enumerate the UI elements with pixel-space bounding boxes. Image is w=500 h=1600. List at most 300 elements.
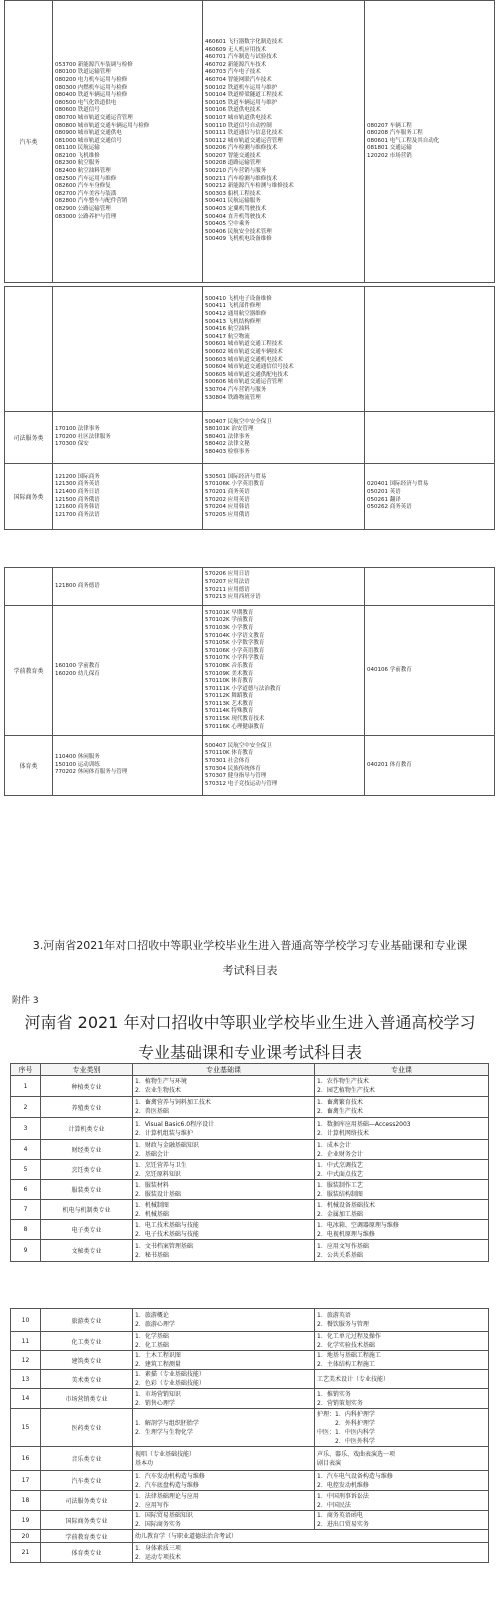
- major-entry: 083000 公路养护与管理: [55, 213, 117, 220]
- major-table-part3-body: [5, 568, 495, 796]
- course-line: 1．推销实务: [317, 1390, 351, 1398]
- bachelor-majors-cell: [365, 736, 495, 796]
- row-number: 6: [11, 1180, 41, 1200]
- category-label: [5, 287, 53, 412]
- vocational-majors-cell: [53, 287, 203, 412]
- section-3-heading-cont: 考试科目表: [222, 964, 278, 977]
- subject-row: [11, 1140, 489, 1160]
- basic-course-cell: [133, 1530, 489, 1543]
- row-number: 21: [11, 1543, 41, 1563]
- major-entry: 580403 检察事务: [205, 448, 250, 455]
- major-category: 财经类专业: [41, 1140, 133, 1160]
- major-row: [5, 736, 495, 796]
- major-entry: 170200 社区法律服务: [55, 433, 111, 440]
- major-entry: 460601 飞行器数字化制造技术: [205, 38, 283, 45]
- row-number: 1: [11, 1076, 41, 1097]
- major-entry: 570312 电子竞技运动与管理: [205, 780, 278, 787]
- col-header-basic: 专业基础课: [133, 1064, 315, 1076]
- subject-row: [11, 1332, 489, 1351]
- major-category: 司法服务类专业: [41, 1491, 133, 1511]
- row-number: 8: [11, 1220, 41, 1240]
- major-category: 文秘类专业: [41, 1240, 133, 1262]
- subject-row: [11, 1200, 489, 1220]
- major-entry: 082800 汽车整车与配件营销: [55, 198, 128, 205]
- higher-majors-cell: [203, 568, 365, 606]
- course-line: 1．电工技术基础与技能: [135, 1221, 199, 1229]
- major-entry: 460701 汽车制造与试验技术: [205, 54, 278, 61]
- professional-course-cell: [315, 1409, 489, 1447]
- course-line: 幼儿教育学（与职业道德法治含考试）: [135, 1532, 238, 1540]
- major-entry: 570114K 特殊教育: [205, 708, 254, 715]
- col-header-professional: 专业课: [315, 1064, 489, 1076]
- bachelor-majors-cell: [365, 287, 495, 412]
- higher-majors-cell: [203, 606, 365, 736]
- major-entry: 570111K 小学道德与法治教育: [205, 685, 281, 692]
- major-entry: 081801 交通运输: [367, 145, 412, 152]
- professional-course-cell: [315, 1471, 489, 1491]
- subject-row: [11, 1220, 489, 1240]
- course-line: 2．色彩（专业基础技能）: [135, 1380, 205, 1387]
- course-line: 1．旅游英语: [317, 1312, 351, 1319]
- major-entry: 500410 飞机电子设备维修: [205, 295, 272, 302]
- major-entry: 570116K 心理健康教育: [205, 723, 265, 730]
- course-line: 声乐、器乐、戏曲表演选一项: [317, 1450, 396, 1458]
- major-entry: 050201 英语: [367, 488, 401, 495]
- basic-course-cell: [133, 1447, 315, 1471]
- major-entry: 580401 法律事务: [205, 433, 250, 440]
- major-entry: 570106K 小学英语教育: [205, 481, 265, 488]
- course-line: 2．运动专项技术: [135, 1553, 181, 1561]
- professional-course-cell: [315, 1240, 489, 1262]
- professional-course-cell: [315, 1180, 489, 1200]
- course-line: 1．机械设备基础技术: [317, 1201, 375, 1209]
- major-category: 美术类专业: [41, 1370, 133, 1389]
- major-entry: 121800 商务德语: [55, 582, 100, 589]
- basic-course-cell: [133, 1097, 315, 1118]
- row-number: 15: [11, 1409, 41, 1447]
- row-number: 2: [11, 1097, 41, 1118]
- course-line: 1．国际贸易基础知识: [135, 1512, 193, 1519]
- course-line: 1．畜禽繁育技术: [317, 1099, 363, 1106]
- attachment-label: 附件 3: [12, 996, 39, 1006]
- major-entry: 081100 民航运输: [55, 145, 100, 152]
- major-entry: 500411 飞机部件修理: [205, 303, 261, 310]
- course-line: 2．兽医基础: [135, 1108, 169, 1115]
- course-line: 2．国际商务实务: [135, 1521, 181, 1528]
- major-entry: 530501 国际经济与贸易: [205, 473, 267, 480]
- major-entry: 050261 翻译: [367, 496, 401, 503]
- major-entry: 082400 航空油料管理: [55, 168, 111, 175]
- major-entry: 020401 国际经济与贸易: [367, 481, 429, 488]
- major-entry: 050262 商务英语: [367, 504, 412, 511]
- major-entry: 053700 新能源汽车装调与检修: [55, 61, 133, 68]
- major-entry: 530804 铁路物流管理: [205, 394, 261, 401]
- basic-course-cell: [133, 1309, 315, 1332]
- major-entry: 082700 汽车美容与装潢: [55, 190, 117, 197]
- major-row: [5, 1, 495, 283]
- course-line: 2．电控发动机维修: [317, 1481, 369, 1489]
- vocational-majors-cell: [53, 464, 203, 530]
- row-number: 3: [11, 1118, 41, 1140]
- major-entry: 500206 汽车检测与维修技术: [205, 145, 278, 152]
- vocational-majors-cell: [53, 1, 203, 283]
- course-line: 1．素描（专业基础技能）: [135, 1371, 205, 1378]
- major-table-part1-body: [5, 1, 495, 283]
- course-line: 1．机械制图: [135, 1201, 169, 1209]
- course-line: 1．化学基础: [135, 1333, 169, 1340]
- major-entry: 170300 保安: [55, 441, 89, 448]
- course-line: 基本功: [135, 1459, 154, 1467]
- major-entry: 570204 应用韩语: [205, 504, 250, 511]
- professional-course-cell: [315, 1511, 489, 1530]
- course-line: 1．商务英语函电: [317, 1512, 363, 1519]
- course-line: 护理：1．内科护理学: [317, 1410, 375, 1418]
- major-entry: 160200 幼儿保育: [55, 670, 100, 677]
- course-line: 1．烹饪营养与卫生: [135, 1161, 187, 1169]
- row-number: 19: [11, 1511, 41, 1530]
- major-entry: 121400 商务日语: [55, 488, 100, 495]
- major-entry: 500211 汽车检测与维修技术: [205, 175, 278, 182]
- higher-majors-cell: [203, 287, 365, 412]
- row-number: 14: [11, 1389, 41, 1409]
- major-entry: 580101K 治安管理: [205, 426, 254, 433]
- major-entry: 500106 铁道供电技术: [205, 107, 261, 114]
- major-entry: 082300 航空服务: [55, 160, 100, 167]
- major-entry: 570207 应用法语: [205, 578, 250, 585]
- major-entry: 500105 铁道车辆运用与维护: [205, 99, 278, 106]
- major-table-part1: [4, 0, 495, 283]
- course-line: 2．旅游心理学: [135, 1321, 175, 1328]
- major-entry: 500604 城市轨道交通通信信号技术: [205, 364, 294, 371]
- course-line: 2．应用写作: [135, 1501, 169, 1509]
- course-line: 2．计算机网络技术: [317, 1129, 369, 1137]
- major-entry: 110400 休闲服务: [55, 754, 100, 761]
- course-line: 1．服装制作工艺: [317, 1181, 363, 1189]
- basic-course-cell: [133, 1240, 315, 1262]
- major-entry: 580402 法律文秘: [205, 441, 250, 448]
- subject-row: [11, 1511, 489, 1530]
- major-entry: 500403 定翼机驾驶技术: [205, 206, 267, 213]
- major-entry: 500407 民航空中安全保卫: [205, 742, 272, 749]
- basic-course-cell: [133, 1511, 315, 1530]
- major-entry: 080700 城市轨道交通运营管理: [55, 114, 133, 121]
- subject-row: [11, 1491, 489, 1511]
- subject-row: [11, 1370, 489, 1389]
- major-entry: 500107 城市轨道供电技术: [205, 114, 272, 121]
- basic-course-cell: [133, 1160, 315, 1180]
- major-entry: 500104 铁道桥梁隧道工程技术: [205, 92, 283, 99]
- basic-course-cell: [133, 1180, 315, 1200]
- course-line: 1．汽车发动机构造与维修: [135, 1472, 205, 1480]
- course-line: 1．中国刑事诉讼法: [317, 1492, 369, 1500]
- major-entry: 570301 社会体育: [205, 757, 250, 764]
- major-entry: 570307 健身指导与管理: [205, 773, 267, 780]
- higher-majors-cell: [203, 1, 365, 283]
- major-entry: 080400 铁道车辆运用与检修: [55, 92, 128, 99]
- course-line: 1．电冰箱、空调器原理与维修: [317, 1221, 399, 1229]
- subject-row: [11, 1543, 489, 1563]
- professional-course-cell: [315, 1097, 489, 1118]
- major-entry: 121700 商务法语: [55, 511, 100, 518]
- bachelor-majors-cell: [365, 606, 495, 736]
- row-number: 11: [11, 1332, 41, 1351]
- course-line: 2．服装设计基础: [135, 1190, 181, 1198]
- major-entry: 500207 智能交通技术: [205, 152, 261, 159]
- major-entry: 770202 休闲体育服务与管理: [55, 769, 128, 776]
- major-entry: 460703 汽车电子技术: [205, 69, 261, 76]
- basic-course-cell: [133, 1200, 315, 1220]
- subjects-table-part2: [10, 1308, 489, 1563]
- major-entry: 500102 铁道机车运用与维护: [205, 84, 278, 91]
- professional-course-cell: [315, 1140, 489, 1160]
- major-entry: 570103K 小学教育: [205, 624, 254, 631]
- course-line: 2．汽车底盘构造与维修: [135, 1481, 199, 1489]
- subject-row: [11, 1471, 489, 1491]
- major-entry: 570112K 舞蹈教育: [205, 693, 254, 700]
- subject-row: [11, 1409, 489, 1447]
- basic-course-cell: [133, 1543, 489, 1563]
- vocational-majors-cell: [53, 606, 203, 736]
- course-line: 2．秘书基础: [135, 1251, 169, 1259]
- course-line: 1．身体素质三项: [135, 1544, 181, 1552]
- course-line: 2．化学实验技术基础: [317, 1342, 375, 1349]
- basic-course-cell: [133, 1409, 315, 1447]
- basic-course-cell: [133, 1491, 315, 1511]
- major-entry: 080800 城市轨道交通车辆运用与检修: [55, 122, 150, 129]
- row-number: 20: [11, 1530, 41, 1543]
- section-3-heading: 3.河南省2021年对口招收中等职业学校毕业生进入普通高等学校学习专业基础课和专业课: [32, 939, 468, 952]
- basic-course-cell: [133, 1118, 315, 1140]
- professional-course-cell: [315, 1118, 489, 1140]
- bachelor-majors-cell: [365, 412, 495, 464]
- professional-course-cell: [315, 1200, 489, 1220]
- major-entry: 080601 电气工程及其自动化: [367, 137, 440, 144]
- subjects-table-part1-body: [11, 1076, 489, 1262]
- major-entry: 500417 航空物流: [205, 333, 250, 340]
- bachelor-majors-cell: [365, 568, 495, 606]
- subject-row: [11, 1389, 489, 1409]
- doc-subtitle: 专业基础课和专业课考试科目表: [137, 1043, 362, 1062]
- major-category: 旅游类专业: [41, 1309, 133, 1332]
- major-category: 养殖类专业: [41, 1097, 133, 1118]
- category-label: [5, 568, 53, 606]
- course-line: 2．中式面点技艺: [317, 1170, 363, 1178]
- subject-row: [11, 1447, 489, 1471]
- course-line: 1．农作物生产技术: [317, 1078, 369, 1085]
- major-row: [5, 412, 495, 464]
- major-entry: 160100 学前教育: [55, 662, 100, 669]
- professional-course-cell: [315, 1220, 489, 1240]
- major-entry: 500605 城市轨道交通供配电技术: [205, 371, 289, 378]
- major-entry: 121200 国际商务: [55, 473, 100, 480]
- professional-course-cell: [315, 1447, 489, 1471]
- row-number: 17: [11, 1471, 41, 1491]
- major-row: [5, 464, 495, 530]
- major-entry: 080900 城市轨道交通供电: [55, 130, 122, 137]
- major-entry: 121300 商务英语: [55, 481, 100, 488]
- bachelor-majors-cell: [365, 464, 495, 530]
- major-category: 化工类专业: [41, 1332, 133, 1351]
- category-label: 司法服务类: [5, 412, 53, 464]
- course-line: 剧目表演: [317, 1459, 342, 1467]
- professional-course-cell: [315, 1076, 489, 1097]
- course-line: 1．地基与基础工程施工: [317, 1352, 381, 1359]
- major-category: 汽车类专业: [41, 1471, 133, 1491]
- major-entry: 570110K 体育教育: [205, 678, 254, 685]
- major-category: 计算机类专业: [41, 1118, 133, 1140]
- row-number: 10: [11, 1309, 41, 1332]
- subject-row: [11, 1180, 489, 1200]
- row-number: 7: [11, 1200, 41, 1220]
- row-number: 13: [11, 1370, 41, 1389]
- major-category: 建筑类专业: [41, 1351, 133, 1370]
- major-table-part3: [4, 567, 495, 796]
- major-entry: 500208 道路运输管理: [205, 160, 261, 167]
- basic-course-cell: [133, 1220, 315, 1240]
- major-entry: 500405 空中乘务: [205, 221, 250, 228]
- professional-course-cell: [315, 1491, 489, 1511]
- major-entry: 570211 应用德语: [205, 586, 250, 593]
- row-number: 9: [11, 1240, 41, 1262]
- col-header-no: 序号: [11, 1064, 41, 1076]
- basic-course-cell: [133, 1389, 315, 1409]
- higher-majors-cell: [203, 736, 365, 796]
- basic-course-cell: [133, 1332, 315, 1351]
- course-line: 2．园艺植物生产技术: [317, 1087, 375, 1094]
- subject-row: [11, 1076, 489, 1097]
- major-entry: 082100 飞机维修: [55, 152, 100, 159]
- row-number: 18: [11, 1491, 41, 1511]
- major-row: [5, 287, 495, 412]
- course-line: 2．进出口贸易实务: [317, 1521, 369, 1528]
- major-entry: 500111 铁道通信与信息化技术: [205, 130, 283, 137]
- course-line: 中医：1．中医内科学: [317, 1428, 375, 1436]
- category-label: 汽车类: [5, 1, 53, 283]
- major-entry: 082900 公路运输管理: [55, 206, 111, 213]
- subject-row: [11, 1309, 489, 1332]
- course-line: 2．畜禽生产技术: [317, 1108, 363, 1115]
- major-entry: 570304 民族传统体育: [205, 765, 261, 772]
- course-line: 1．土木工程识图: [135, 1352, 181, 1359]
- course-line: 2．机械基础: [135, 1210, 169, 1218]
- major-entry: 570106K 小学英语教育: [205, 647, 265, 654]
- major-entry: 500212 新能源汽车检测与维修技术: [205, 183, 294, 190]
- professional-course-cell: [315, 1370, 489, 1389]
- major-entry: 570206 应用日语: [205, 571, 250, 578]
- major-entry: 121600 商务韩语: [55, 504, 100, 511]
- course-line: 2．销售心理学: [135, 1399, 175, 1407]
- major-entry: 570113K 艺术教育: [205, 700, 254, 707]
- course-line: 1．数据库应用基础—Access2003: [317, 1120, 411, 1128]
- major-entry: 081000 城市轨道交通信号: [55, 137, 122, 144]
- major-entry: 080300 内燃机车运用与检修: [55, 84, 128, 91]
- major-entry: 530704 汽车营销与服务: [205, 386, 267, 393]
- course-line: 2．电视机原理与维修: [317, 1230, 375, 1238]
- course-line: 2．营销策划实务: [317, 1399, 363, 1407]
- major-category: 种植类专业: [41, 1076, 133, 1097]
- course-line: 2．烹饪原料知识: [135, 1170, 181, 1178]
- major-category: 市场营销类专业: [41, 1389, 133, 1409]
- major-entry: 500404 直升机驾驶技术: [205, 213, 267, 220]
- major-entry: 500412 通用航空器维修: [205, 311, 267, 318]
- major-entry: 500110 铁道信号自动控制: [205, 122, 272, 129]
- professional-course-cell: [315, 1332, 489, 1351]
- course-line: 2．建筑工程测量: [135, 1361, 181, 1368]
- major-category: 国际商务类专业: [41, 1511, 133, 1530]
- major-entry: 500407 民航空中安全保卫: [205, 418, 272, 425]
- major-entry: 570104K 小学语文教育: [205, 632, 265, 639]
- basic-course-cell: [133, 1370, 315, 1389]
- major-entry: 500210 汽车营销与服务: [205, 168, 267, 175]
- major-entry: 500401 民航运输服务: [205, 198, 261, 205]
- major-category: 学前教育类专业: [41, 1530, 133, 1543]
- course-line: 1．服装材料: [135, 1181, 169, 1189]
- doc-title: 河南省 2021 年对口招收中等职业学校毕业生进入普通高校学习: [24, 1013, 476, 1032]
- major-category: 机电与机制类专业: [41, 1200, 133, 1220]
- higher-majors-cell: [203, 412, 365, 464]
- course-line: 1．中式烹调技艺: [317, 1161, 363, 1169]
- major-row: [5, 606, 495, 736]
- subject-row: [11, 1097, 489, 1118]
- course-line: 1．文书档案管理基础: [135, 1242, 193, 1250]
- major-entry: 082600 汽车车身修复: [55, 183, 111, 190]
- major-entry: 500406 民航安全技术管理: [205, 228, 272, 235]
- course-line: 2．公共关系基础: [317, 1251, 363, 1259]
- course-line: 2．餐饮服务与管理: [317, 1321, 369, 1328]
- subject-row: [11, 1240, 489, 1262]
- course-line: 1．旅游概论: [135, 1312, 169, 1319]
- course-line: 2．主体结构工程施工: [317, 1361, 375, 1368]
- major-entry: 080208 汽车服务工程: [367, 130, 423, 137]
- higher-majors-cell: [203, 464, 365, 530]
- major-entry: 570108K 音乐教育: [205, 662, 254, 669]
- basic-course-cell: [133, 1140, 315, 1160]
- major-category: 体育类专业: [41, 1543, 133, 1563]
- course-line: 2．化工基础: [135, 1342, 169, 1349]
- course-line: 1．植物生产与环境: [135, 1078, 187, 1085]
- col-header-category: 专业类别: [41, 1064, 133, 1076]
- major-table-part2: [4, 286, 495, 530]
- course-line: 1．化工单元过程及操作: [317, 1333, 381, 1340]
- row-number: 16: [11, 1447, 41, 1471]
- bachelor-majors-cell: [365, 1, 495, 283]
- major-category: 医药类专业: [41, 1409, 133, 1447]
- course-line: 2．计算机组装与维护: [135, 1129, 193, 1137]
- major-entry: 570109K 美术教育: [205, 670, 254, 677]
- major-row: [5, 568, 495, 606]
- major-entry: 500601 城市轨道交通工程技术: [205, 341, 283, 348]
- professional-course-cell: [315, 1160, 489, 1180]
- course-line: 1．市场营销知识: [135, 1390, 181, 1398]
- major-entry: 570101K 早期教育: [205, 609, 254, 616]
- major-entry: 500303 船机工程技术: [205, 190, 261, 197]
- subject-row: [11, 1118, 489, 1140]
- course-line: 1．法律基础理论与应用: [135, 1492, 199, 1500]
- major-entry: 040106 学前教育: [367, 666, 412, 673]
- major-entry: 170100 法律事务: [55, 426, 100, 433]
- course-line: 1．成本会计: [317, 1141, 351, 1149]
- course-line: 1．汽车电气设备构造与维修: [317, 1472, 393, 1480]
- basic-course-cell: [133, 1076, 315, 1097]
- major-entry: 570202 应用英语: [205, 496, 250, 503]
- row-number: 12: [11, 1351, 41, 1370]
- major-entry: 500602 城市轨道交通车辆技术: [205, 349, 283, 355]
- basic-course-cell: [133, 1351, 315, 1370]
- major-entry: 460704 智能网联汽车技术: [205, 76, 272, 83]
- major-category: 烹饪类专业: [41, 1160, 133, 1180]
- course-line: 2．外科护理学: [317, 1419, 375, 1427]
- major-entry: 080100 铁道运输管理: [55, 69, 111, 76]
